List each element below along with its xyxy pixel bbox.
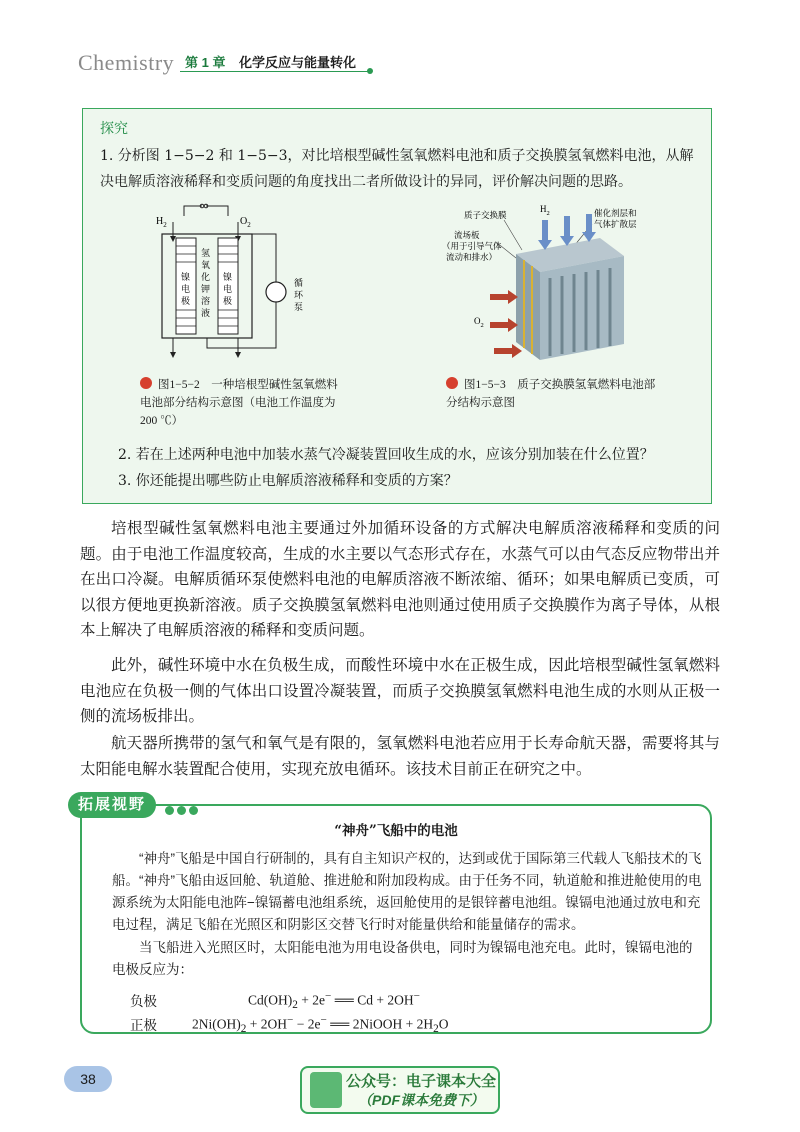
chapter-number: 第 1 章 bbox=[185, 55, 226, 70]
fig2-catalyst-label-1: 催化剂层和 bbox=[594, 208, 637, 218]
page-number: 38 bbox=[64, 1066, 112, 1092]
fig1-electrolyte-5: 溶 bbox=[201, 296, 211, 306]
fig2-o2-label: $O_2$ bbox=[474, 316, 484, 329]
explore-label: 探究 bbox=[100, 120, 128, 136]
body-paragraph-3: 航天器所携带的氢气和氧气是有限的，氢氧燃料电池若应用于长寿命航天器，需要将其与太阳能电解水装置配合使用，实现充放电循环。该技术目前正在研究之中。 bbox=[80, 734, 720, 778]
figure-1-caption: 图1−5−2 一种培根型碱性氢氧燃料电池部分结构示意图（电池工作温度为200 ℃） bbox=[140, 379, 338, 427]
fig1-electrolyte-1: 氢 bbox=[201, 248, 211, 258]
book-icon bbox=[310, 1072, 342, 1108]
brand-title: Chemistry bbox=[78, 50, 175, 75]
fig1-right-electrode-2: 电 bbox=[223, 284, 233, 294]
fig1-right-electrode-3: 极 bbox=[223, 296, 233, 306]
chapter-title: 化学反应与能量转化 bbox=[239, 55, 357, 70]
fig2-catalyst-label-2: 气体扩散层 bbox=[594, 219, 637, 229]
fig1-left-electrode-1: 镍 bbox=[181, 272, 191, 282]
body-paragraph-1: 培根型碱性氢氧燃料电池主要通过外加循环设备的方式解决电解质溶液稀释和变质的问题。由于电池工作温度较高，生成的水主要以气态形式存在，水蒸气可以由气态反应物带出并在出口冷凝。电解质循环泵使燃料电池的电解质溶液不断浓缩、循环；如果电解质已变质，可以很方便地更换新溶液。质子交换膜氢氧燃料电池则通过使用质子交换膜作为离子导体，从根本上解决了电解质溶液的稀释和变质问题。 bbox=[80, 519, 720, 639]
extension-tag: 拓展视野 bbox=[68, 792, 156, 818]
watermark-line-1: 公众号：电子课本大全 bbox=[346, 1073, 497, 1090]
negative-electrode-label: 负极 bbox=[130, 994, 157, 1009]
fig1-left-electrode-2: 电 bbox=[181, 284, 191, 294]
fig2-flow-label-3: 流动和排水） bbox=[446, 252, 498, 262]
figure-bacon-cell bbox=[140, 198, 320, 370]
extension-dots bbox=[165, 800, 201, 819]
explore-question-3: 3. 你还能提出哪些防止电解质溶液稀释和变质的方案？ bbox=[118, 473, 458, 489]
fig2-h2-label: $H_2$ bbox=[540, 204, 550, 217]
positive-electrode-equation: $2Ni(OH)_2 + 2OH^- - 2e^-$ ══ 2NiOOH + $2H_2O$ bbox=[192, 1014, 449, 1036]
watermark-line-2: （PDF课本免费下） bbox=[358, 1092, 484, 1108]
fig1-pump-icon bbox=[266, 282, 286, 302]
fig1-h2-label: $H_2$ bbox=[156, 216, 167, 229]
header-rule bbox=[180, 71, 370, 72]
extension-title: “神舟”飞船中的电池 bbox=[334, 823, 458, 839]
negative-electrode-equation: $Cd(OH)_2 + 2e^-$ ══ Cd + 2OH− bbox=[248, 990, 420, 1012]
fig1-pump-3: 泵 bbox=[294, 302, 304, 312]
explore-question-1: 1. 分析图 1−5−2 和 1−5−3，对比培根型碱性氢氧燃料电池和质子交换膜氢氧燃料电池，从解决电解质溶液稀释和变质问题的角度找出二者所做设计的异同，评价解决问题的思路。 bbox=[100, 148, 694, 190]
fig1-pump-2: 环 bbox=[294, 290, 304, 300]
figure-pem-cell bbox=[424, 198, 674, 370]
body-paragraph-2: 此外，碱性环境中水在负极生成，而酸性环境中水在正极生成，因此培根型碱性氢氧燃料电池应在负极一侧的气体出口设置冷凝装置，而质子交换膜氢氧燃料电池生成的水则从正极一侧的流场板排出。 bbox=[80, 656, 720, 725]
positive-electrode-label: 正极 bbox=[130, 1018, 157, 1033]
fig1-electrolyte-4: 钾 bbox=[201, 284, 211, 294]
fig2-flow-label-1: 流场板 bbox=[454, 230, 480, 240]
caption-marker-icon bbox=[446, 377, 458, 389]
fig2-membrane-label: 质子交换膜 bbox=[464, 210, 507, 220]
fig1-left-electrode-3: 极 bbox=[181, 296, 191, 306]
figure-2-caption: 图1−5−3 质子交换膜氢氧燃料电池部分结构示意图 bbox=[446, 379, 656, 409]
fig1-electrolyte-6: 液 bbox=[201, 308, 211, 318]
caption-marker-icon bbox=[140, 377, 152, 389]
fig1-o2-label: $O_2$ bbox=[240, 216, 251, 229]
fig1-electrolyte-2: 氧 bbox=[201, 260, 211, 270]
explore-question-2: 2. 若在上述两种电池中加装水蒸气冷凝装置回收生成的水，应该分别加装在什么位置？ bbox=[118, 447, 654, 463]
fig1-pump-1: 循 bbox=[294, 278, 304, 288]
fig1-electrolyte-3: 化 bbox=[201, 272, 211, 282]
extension-paragraph-2: 当飞船进入光照区时，太阳能电池为用电设备供电，同时为镍镉电池充电。此时，镍镉电池的电极反应为： bbox=[112, 940, 693, 977]
fig2-flow-label-2: （用于引导气体 bbox=[442, 241, 502, 251]
fig1-right-electrode-1: 镍 bbox=[223, 272, 233, 282]
header-rule-dot bbox=[367, 68, 373, 74]
extension-paragraph-1: “神舟”飞船是中国自行研制的，具有自主知识产权的，达到或优于国际第三代载人飞船技术的飞船。“神舟”飞船由返回舱、轨道舱、推进舱和附加段构成。由于任务不同，轨道舱和推进舱使用的电源系统为太阳能电池阵−镍镉蓄电池组系统，返回舱使用的是银锌蓄电池组。镍镉电池通过放电和充电过程，满足飞船在光照区和阴影区交替飞行时对能量供给和能量储存的需求。 bbox=[112, 851, 702, 932]
